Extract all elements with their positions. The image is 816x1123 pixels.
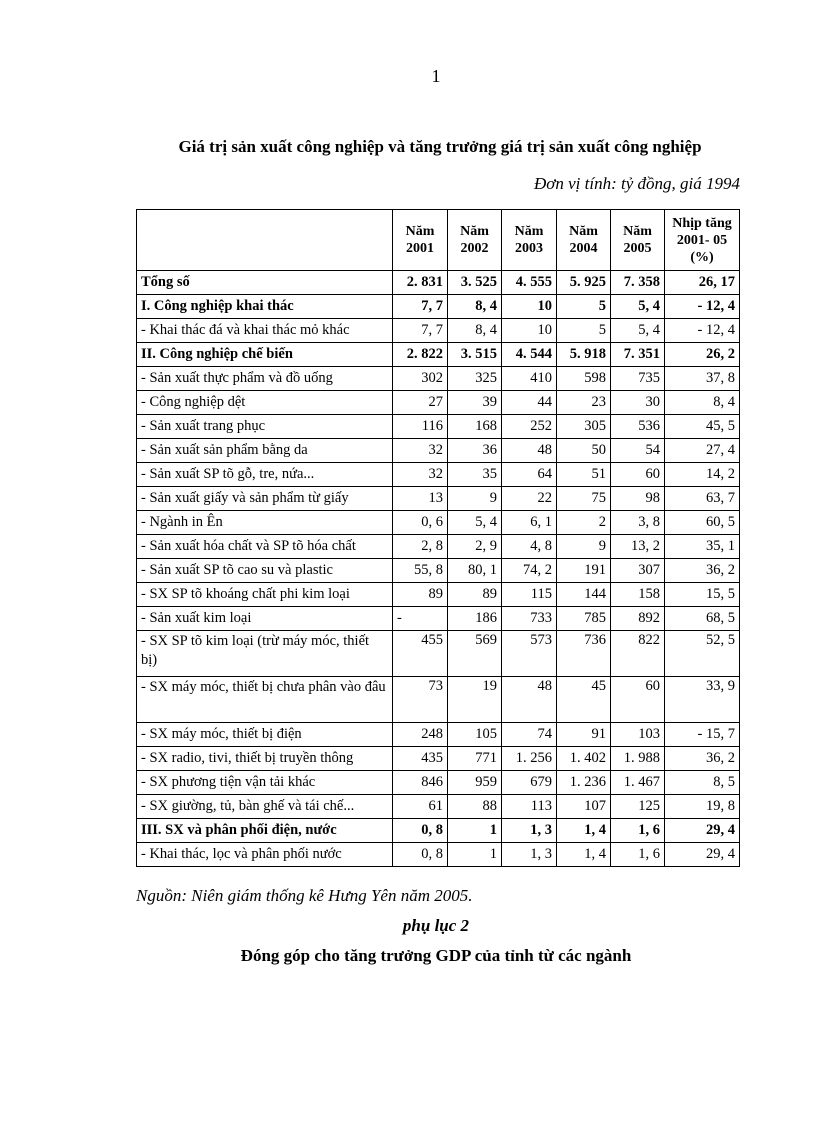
- value-cell: 2, 8: [393, 535, 448, 559]
- value-cell: 91: [557, 723, 611, 747]
- table-row: [137, 439, 740, 463]
- header-cell: [137, 210, 393, 271]
- value-cell: 3, 8: [611, 511, 665, 535]
- value-cell: 455: [393, 631, 448, 677]
- value-cell: -: [393, 607, 448, 631]
- value-cell: 5, 4: [611, 319, 665, 343]
- value-cell: 9: [448, 487, 502, 511]
- value-cell: 822: [611, 631, 665, 677]
- value-cell: 7, 7: [393, 319, 448, 343]
- value-cell: 959: [448, 771, 502, 795]
- row-label: - Sản xuất SP tõ gỗ, tre, nứa...: [137, 463, 393, 487]
- value-cell: 435: [393, 747, 448, 771]
- value-cell: 35: [448, 463, 502, 487]
- industrial-output-table: [136, 209, 740, 867]
- header-cell: Nhịp tăng 2001- 05 (%): [665, 210, 740, 271]
- value-cell: 0, 8: [393, 819, 448, 843]
- value-cell: 74, 2: [502, 559, 557, 583]
- value-cell: 52, 5: [665, 631, 740, 677]
- value-cell: 60: [611, 677, 665, 723]
- table-row: [137, 631, 740, 677]
- value-cell: 325: [448, 367, 502, 391]
- value-cell: 0, 8: [393, 843, 448, 867]
- value-cell: - 12, 4: [665, 295, 740, 319]
- table-row: [137, 723, 740, 747]
- row-label: III. SX và phân phối điện, nước: [137, 819, 393, 843]
- row-label: - Sản xuất kim loại: [137, 607, 393, 631]
- value-cell: 892: [611, 607, 665, 631]
- value-cell: 5. 925: [557, 271, 611, 295]
- value-cell: 2. 831: [393, 271, 448, 295]
- value-cell: 30: [611, 391, 665, 415]
- value-cell: 10: [502, 295, 557, 319]
- table-body: [137, 271, 740, 867]
- value-cell: 48: [502, 439, 557, 463]
- value-cell: 8, 4: [665, 391, 740, 415]
- value-cell: - 12, 4: [665, 319, 740, 343]
- value-cell: 68, 5: [665, 607, 740, 631]
- table-row: [137, 463, 740, 487]
- table-row: [137, 771, 740, 795]
- value-cell: 144: [557, 583, 611, 607]
- row-label: I. Công nghiệp khai thác: [137, 295, 393, 319]
- value-cell: 4, 8: [502, 535, 557, 559]
- row-label: - SX phương tiện vận tải khác: [137, 771, 393, 795]
- row-label: - Sản xuất thực phẩm và đồ uống: [137, 367, 393, 391]
- value-cell: 29, 4: [665, 819, 740, 843]
- value-cell: 26, 17: [665, 271, 740, 295]
- value-cell: 32: [393, 439, 448, 463]
- value-cell: 36, 2: [665, 747, 740, 771]
- value-cell: 4. 544: [502, 343, 557, 367]
- value-cell: 73: [393, 677, 448, 723]
- value-cell: 2. 822: [393, 343, 448, 367]
- value-cell: 1, 3: [502, 819, 557, 843]
- value-cell: 8, 5: [665, 771, 740, 795]
- row-label: - Sản xuất trang phục: [137, 415, 393, 439]
- table-row: [137, 535, 740, 559]
- value-cell: 51: [557, 463, 611, 487]
- table-row: [137, 559, 740, 583]
- row-label: II. Công nghiệp chế biến: [137, 343, 393, 367]
- value-cell: 75: [557, 487, 611, 511]
- value-cell: 3. 515: [448, 343, 502, 367]
- value-cell: 80, 1: [448, 559, 502, 583]
- row-label: - Khai thác, lọc và phân phối nước: [137, 843, 393, 867]
- header-cell: Năm 2004: [557, 210, 611, 271]
- value-cell: 14, 2: [665, 463, 740, 487]
- appendix-title: Đóng góp cho tăng trưởng GDP của tỉnh từ các ngành: [240, 946, 632, 965]
- value-cell: 536: [611, 415, 665, 439]
- value-cell: 1, 6: [611, 843, 665, 867]
- row-label: - Sản xuất SP tõ cao su và plastic: [137, 559, 393, 583]
- value-cell: 1: [448, 819, 502, 843]
- table-row: [137, 677, 740, 723]
- value-cell: 89: [448, 583, 502, 607]
- value-cell: 598: [557, 367, 611, 391]
- value-cell: 410: [502, 367, 557, 391]
- value-cell: 248: [393, 723, 448, 747]
- value-cell: 1, 4: [557, 819, 611, 843]
- value-cell: 50: [557, 439, 611, 463]
- header-cell: Năm 2005: [611, 210, 665, 271]
- value-cell: 771: [448, 747, 502, 771]
- value-cell: 113: [502, 795, 557, 819]
- value-cell: 103: [611, 723, 665, 747]
- row-label: - SX SP tõ kim loại (trừ máy móc, thiết bị): [137, 631, 393, 677]
- table-row: [137, 795, 740, 819]
- table-row: [137, 367, 740, 391]
- value-cell: 735: [611, 367, 665, 391]
- value-cell: 302: [393, 367, 448, 391]
- value-cell: 736: [557, 631, 611, 677]
- value-cell: 29, 4: [665, 843, 740, 867]
- table-row: [137, 747, 740, 771]
- value-cell: 785: [557, 607, 611, 631]
- table-row: [137, 843, 740, 867]
- row-label: - SX SP tõ khoáng chất phi kim loại: [137, 583, 393, 607]
- row-label: - SX máy móc, thiết bị chưa phân vào đâu: [137, 677, 393, 723]
- value-cell: 48: [502, 677, 557, 723]
- value-cell: 33, 9: [665, 677, 740, 723]
- value-cell: 35, 1: [665, 535, 740, 559]
- value-cell: 2, 9: [448, 535, 502, 559]
- table-row: [137, 819, 740, 843]
- row-label: - Sản xuất sản phẩm bằng da: [137, 439, 393, 463]
- value-cell: 45: [557, 677, 611, 723]
- value-cell: 10: [502, 319, 557, 343]
- value-cell: 115: [502, 583, 557, 607]
- value-cell: 89: [393, 583, 448, 607]
- value-cell: 8, 4: [448, 319, 502, 343]
- row-label: - Sản xuất giấy và sản phẩm từ giấy: [137, 487, 393, 511]
- table-header-row: [137, 210, 740, 271]
- value-cell: 36, 2: [665, 559, 740, 583]
- table-row: [137, 271, 740, 295]
- value-cell: 44: [502, 391, 557, 415]
- value-cell: 569: [448, 631, 502, 677]
- value-cell: 60, 5: [665, 511, 740, 535]
- value-cell: 26, 2: [665, 343, 740, 367]
- header-cell: Năm 2001: [393, 210, 448, 271]
- value-cell: 1. 467: [611, 771, 665, 795]
- value-cell: 7. 351: [611, 343, 665, 367]
- value-cell: 60: [611, 463, 665, 487]
- value-cell: 88: [448, 795, 502, 819]
- value-cell: 8, 4: [448, 295, 502, 319]
- value-cell: 74: [502, 723, 557, 747]
- row-label: - Ngành in Ên: [137, 511, 393, 535]
- value-cell: 27, 4: [665, 439, 740, 463]
- row-label: - Sản xuất hóa chất và SP tõ hóa chất: [137, 535, 393, 559]
- row-label: - SX radio, tivi, thiết bị truyền thông: [137, 747, 393, 771]
- value-cell: 0, 6: [393, 511, 448, 535]
- value-cell: 1, 3: [502, 843, 557, 867]
- table-row: [137, 607, 740, 631]
- row-label: - SX máy móc, thiết bị điện: [137, 723, 393, 747]
- value-cell: 54: [611, 439, 665, 463]
- header-cell: Năm 2002: [448, 210, 502, 271]
- value-cell: 116: [393, 415, 448, 439]
- table-row: [137, 295, 740, 319]
- value-cell: 1, 6: [611, 819, 665, 843]
- source-note: Nguồn: Niên giám thống kê Hưng Yên năm 2005.: [136, 886, 473, 905]
- value-cell: 61: [393, 795, 448, 819]
- value-cell: 1. 236: [557, 771, 611, 795]
- value-cell: 7, 7: [393, 295, 448, 319]
- table-row: [137, 583, 740, 607]
- value-cell: 1. 402: [557, 747, 611, 771]
- value-cell: 39: [448, 391, 502, 415]
- table-row: [137, 343, 740, 367]
- value-cell: 6, 1: [502, 511, 557, 535]
- value-cell: 5: [557, 319, 611, 343]
- value-cell: 5, 4: [611, 295, 665, 319]
- value-cell: 573: [502, 631, 557, 677]
- value-cell: 105: [448, 723, 502, 747]
- value-cell: 186: [448, 607, 502, 631]
- value-cell: 9: [557, 535, 611, 559]
- table-row: [137, 319, 740, 343]
- value-cell: 307: [611, 559, 665, 583]
- value-cell: 15, 5: [665, 583, 740, 607]
- value-cell: 4. 555: [502, 271, 557, 295]
- value-cell: 36: [448, 439, 502, 463]
- value-cell: 1: [448, 843, 502, 867]
- value-cell: 55, 8: [393, 559, 448, 583]
- value-cell: 5: [557, 295, 611, 319]
- value-cell: 64: [502, 463, 557, 487]
- appendix-label: phụ lục 2: [402, 916, 470, 935]
- value-cell: 846: [393, 771, 448, 795]
- table-row: [137, 391, 740, 415]
- value-cell: 19, 8: [665, 795, 740, 819]
- value-cell: 1. 256: [502, 747, 557, 771]
- value-cell: 1, 4: [557, 843, 611, 867]
- table-row: [137, 511, 740, 535]
- value-cell: 13, 2: [611, 535, 665, 559]
- value-cell: 5. 918: [557, 343, 611, 367]
- value-cell: 7. 358: [611, 271, 665, 295]
- value-cell: 22: [502, 487, 557, 511]
- row-label: Tổng số: [137, 271, 393, 295]
- value-cell: 63, 7: [665, 487, 740, 511]
- value-cell: - 15, 7: [665, 723, 740, 747]
- table-row: [137, 415, 740, 439]
- value-cell: 5, 4: [448, 511, 502, 535]
- value-cell: 13: [393, 487, 448, 511]
- value-cell: 733: [502, 607, 557, 631]
- header-cell: Năm 2003: [502, 210, 557, 271]
- value-cell: 158: [611, 583, 665, 607]
- row-label: - Công nghiệp dệt: [137, 391, 393, 415]
- value-cell: 19: [448, 677, 502, 723]
- table-row: [137, 487, 740, 511]
- document-title: Giá trị sản xuất công nghiệp và tăng trưởng giá trị sản xuất công nghiệp: [178, 137, 702, 156]
- value-cell: 191: [557, 559, 611, 583]
- value-cell: 168: [448, 415, 502, 439]
- value-cell: 2: [557, 511, 611, 535]
- value-cell: 252: [502, 415, 557, 439]
- value-cell: 3. 525: [448, 271, 502, 295]
- page-number: 1: [431, 66, 441, 86]
- value-cell: 27: [393, 391, 448, 415]
- value-cell: 23: [557, 391, 611, 415]
- value-cell: 1. 988: [611, 747, 665, 771]
- value-cell: 98: [611, 487, 665, 511]
- value-cell: 32: [393, 463, 448, 487]
- value-cell: 45, 5: [665, 415, 740, 439]
- value-cell: 107: [557, 795, 611, 819]
- value-cell: 305: [557, 415, 611, 439]
- unit-note: Đơn vị tính: tỷ đồng, giá 1994: [534, 174, 740, 193]
- value-cell: 125: [611, 795, 665, 819]
- value-cell: 679: [502, 771, 557, 795]
- row-label: - SX giường, tủ, bàn ghế và tái chế...: [137, 795, 393, 819]
- value-cell: 37, 8: [665, 367, 740, 391]
- row-label: - Khai thác đá và khai thác mỏ khác: [137, 319, 393, 343]
